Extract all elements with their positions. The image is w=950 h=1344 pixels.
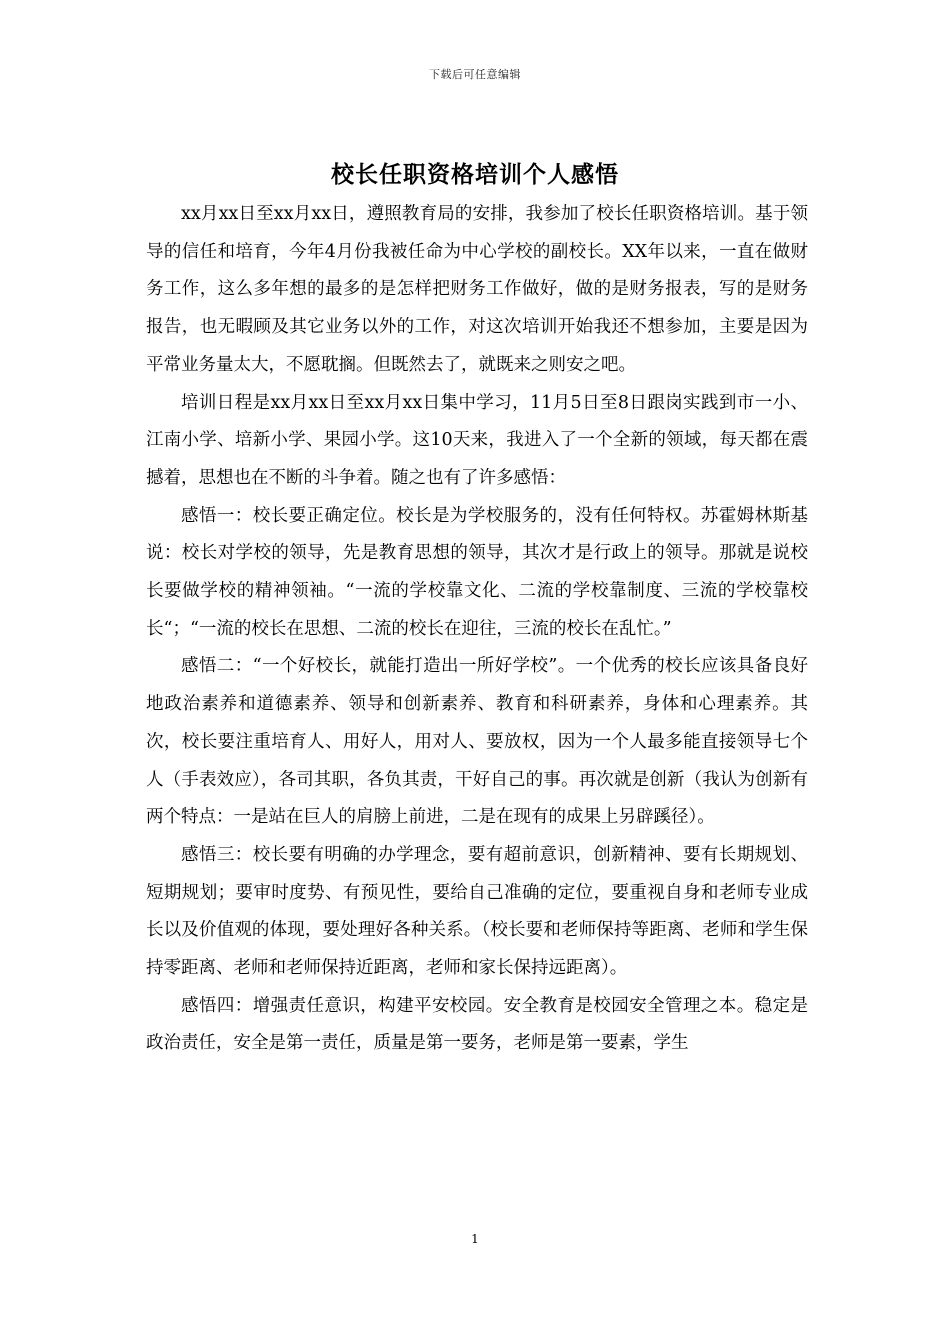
document-body	[146, 196, 808, 1063]
paragraph-1: xx月xx日至xx月xx日，遵照教育局的安排，我参加了校长任职资格培训。基于领导的信任和培育，今年4月份我被任命为中心学校的副校长。XX年以来，一直在做财务工作，这么多年想的最多的是怎样把财务工作做好，做的是财务报表，写的是财务报告，也无暇顾及其它业务以外的工作，对这次培训开始我还不想参加，主要是因为平常业务量太大，不愿耽搁。但既然去了，就既来之则安之吧。	[146, 204, 808, 375]
paragraph-5: 感悟三：校长要有明确的办学理念，要有超前意识，创新精神、要有长期规划、短期规划；要审时度势、有预见性，要给自己准确的定位，要重视自身和老师专业成长以及价值观的体现，要处理好各种关系。（校长要和老师保持等距离、老师和学生保持零距离、老师和老师保持近距离，老师和家长保持远距离）。	[146, 844, 808, 979]
document-title: 校长任职资格培训个人感悟	[331, 161, 619, 188]
paragraph-6: 感悟四：增强责任意识，构建平安校园。安全教育是校园安全管理之本。稳定是政治责任，安全是第一责任，质量是第一要务，老师是第一要素，学生	[146, 995, 808, 1054]
paragraph-3: 感悟一：校长要正确定位。校长是为学校服务的，没有任何特权。苏霍姆林斯基说：校长对学校的领导，先是教育思想的领导，其次才是行政上的领导。那就是说校长要做学校的精神领袖。“一流的学校靠文化、二流的学校靠制度、三流的学校靠校长“；“一流的校长在思想、二流的校长在迎往，三流的校长在乱忙。”	[146, 505, 808, 639]
page-number: 1	[471, 1232, 479, 1246]
paragraph-2: 培训日程是xx月xx日至xx月xx日集中学习，11月5日至8日跟岗实践到市一小、江南小学、培新小学、果园小学。这10天来，我进入了一个全新的领域，每天都在震撼着，思想也在不断的斗争着。随之也有了许多感悟：	[146, 392, 808, 488]
paragraph-4: 感悟二：“一个好校长，就能打造出一所好学校”。一个优秀的校长应该具备良好地政治素养和道德素养、领导和创新素养、教育和科研素养，身体和心理素养。其次，校长要注重培育人、用好人，用对人、要放权，因为一个人最多能直接领导七个人（手表效应），各司其职，各负其责，干好自己的事。再次就是创新（我认为创新有两个特点：一是站在巨人的肩膀上前进，二是在现有的成果上另辟蹊径）。	[146, 656, 808, 828]
page-header: 下载后可任意编辑	[429, 68, 521, 81]
